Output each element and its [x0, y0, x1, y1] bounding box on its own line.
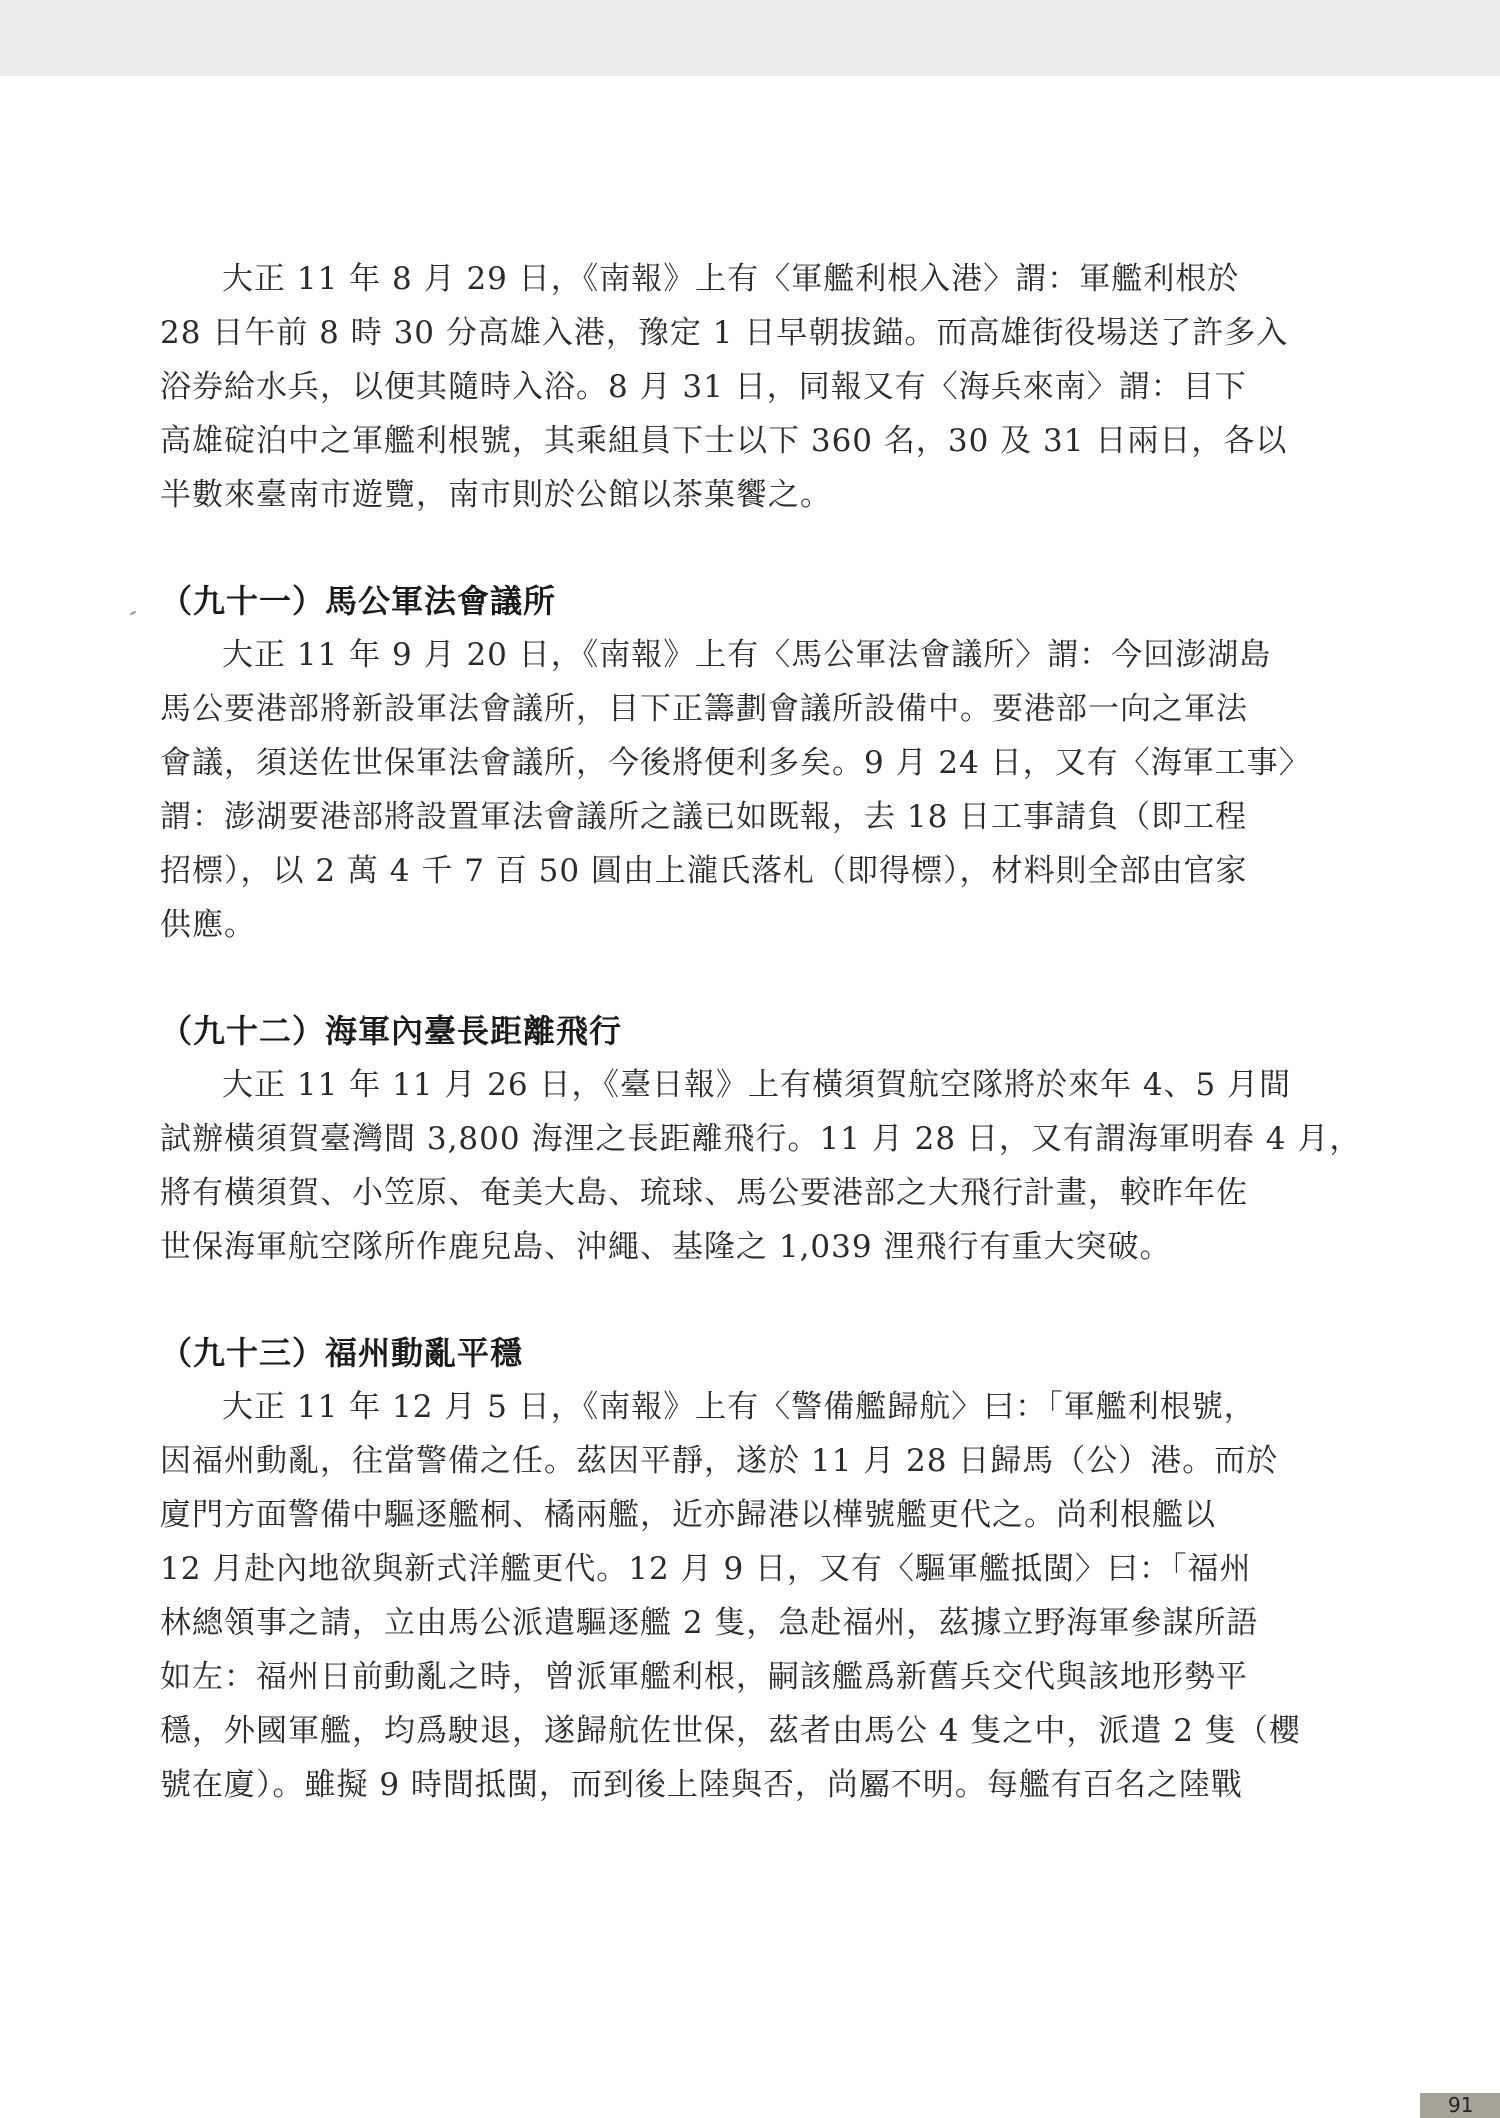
text-line: 廈門方面警備中驅逐艦桐、橘兩艦，近亦歸港以樺號艦更代之。尚利根艦以	[160, 1497, 1216, 1533]
text-line: 試辦橫須賀臺灣間 3,800 海浬之長距離飛行。11 月 28 日，又有謂海軍明春 4 月，	[160, 1121, 1362, 1157]
text-line: 林總領事之請，立由馬公派遣驅逐艦 2 隻，急赴福州，茲據立野海軍參謀所語	[160, 1605, 1259, 1641]
paragraph-section-93	[160, 1380, 1310, 1812]
page-body	[160, 252, 1362, 1812]
text-line: 大正 11 年 12 月 5 日，《南報》上有〈警備艦歸航〉曰：「軍艦利根號，	[222, 1389, 1256, 1425]
text-line: 高雄碇泊中之軍艦利根號，其乘組員下士以下 360 名，30 及 31 日兩日，各以	[160, 423, 1288, 459]
paragraph-section-92	[160, 1058, 1362, 1274]
section-heading-93: （九十三）福州動亂平穩	[160, 1334, 524, 1372]
text-line: 因福州動亂，往當警備之任。茲因平靜，遂於 11 月 28 日歸馬（公）港。而於	[160, 1443, 1279, 1479]
text-line: 穩，外國軍艦，均爲駛退，遂歸航佐世保，茲者由馬公 4 隻之中，派遣 2 隻（櫻	[160, 1713, 1301, 1749]
text-line: 浴券給水兵，以便其隨時入浴。8 月 31 日，同報又有〈海兵來南〉謂：目下	[160, 369, 1247, 405]
text-line: 供應。	[160, 907, 256, 943]
text-line: 半數來臺南市遊覽，南市則於公館以茶菓饗之。	[160, 477, 832, 513]
text-line: 28 日午前 8 時 30 分高雄入港，豫定 1 日早朝拔錨。而高雄街役場送了許多入	[160, 315, 1289, 351]
text-line: 大正 11 年 9 月 20 日，《南報》上有〈馬公軍法會議所〉謂：今回澎湖島	[222, 637, 1272, 673]
text-line: 會議，須送佐世保軍法會議所，今後將便利多矣。9 月 24 日，又有〈海軍工事〉	[160, 745, 1311, 781]
section-heading-91: （九十一）馬公軍法會議所	[160, 582, 557, 620]
text-line: 號在廈）。雖擬 9 時間抵閩，而到後上陸與否，尚屬不明。每艦有百名之陸戰	[160, 1767, 1243, 1803]
scan-mark	[130, 611, 136, 616]
text-line: 12 月赴內地欲與新式洋艦更代。12 月 9 日，又有〈驅軍艦抵閩〉曰：「福州	[160, 1551, 1252, 1587]
text-line: 將有橫須賀、小笠原、奄美大島、琉球、馬公要港部之大飛行計畫，較昨年佐	[160, 1175, 1248, 1211]
paragraph-intro	[160, 252, 1310, 522]
text-line: 馬公要港部將新設軍法會議所，目下正籌劃會議所設備中。要港部一向之軍法	[160, 691, 1248, 727]
page-number: 91	[1420, 2093, 1500, 2118]
text-line: 招標），以 2 萬 4 千 7 百 50 圓由上瀧氏落札（即得標），材料則全部由官家	[160, 853, 1248, 889]
text-line: 世保海軍航空隊所作鹿兒島、沖繩、基隆之 1,039 浬飛行有重大突破。	[160, 1229, 1172, 1265]
text-line: 謂：澎湖要港部將設置軍法會議所之議已如既報，去 18 日工事請負（即工程	[160, 799, 1248, 835]
scan-top-band	[0, 0, 1500, 76]
text-line: 如左：福州日前動亂之時，曾派軍艦利根，嗣該艦爲新舊兵交代與該地形勢平	[160, 1659, 1248, 1695]
section-heading-92: （九十二）海軍內臺長距離飛行	[160, 1012, 623, 1050]
paragraph-section-91	[160, 628, 1310, 952]
text-line: 大正 11 年 8 月 29 日，《南報》上有〈軍艦利根入港〉謂：軍艦利根於	[222, 261, 1240, 297]
text-line: 大正 11 年 11 月 26 日，《臺日報》上有橫須賀航空隊將於來年 4、5 月間	[222, 1067, 1292, 1103]
